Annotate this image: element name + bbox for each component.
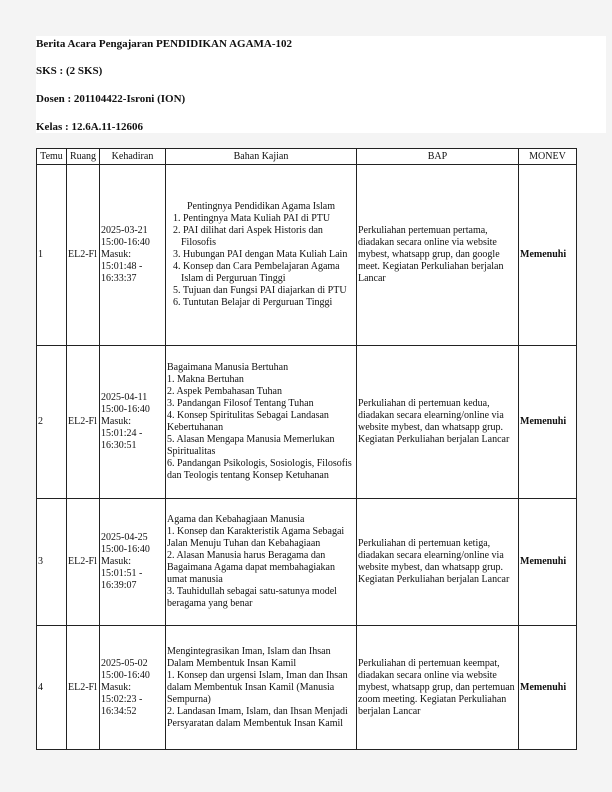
column-header-bahan-kajian: Bahan Kajian (166, 149, 357, 165)
column-header-kehadiran: Kehadiran (100, 149, 166, 165)
topic-item (167, 434, 355, 458)
cell-kehadiran (100, 165, 166, 346)
topic-item-text: 2. Alasan Manusia harus Beragama dan Bagaimana Agama dapat membahagiakan umat manusia (167, 550, 335, 585)
topic-title: Mengintegrasikan Iman, Islam dan Ihsan Dalam Membentuk Insan Kamil (167, 645, 331, 669)
kehadiran-line: 15:00-16:40 (101, 669, 150, 681)
topic-item-text: 4. Konsep Spiritulitas Sebagai Landasan Kebertuhanan (167, 410, 329, 433)
topic-item (167, 285, 355, 297)
kehadiran-line: 15:01:24 - (101, 428, 143, 439)
topic-item (167, 706, 355, 730)
topic-item (167, 225, 355, 249)
topic-item-text: 1. Konsep dan Karakteristik Agama Sebagai Jalan Menuju Tuhan dan Kebahagiaan (167, 526, 345, 549)
topic-item-number: 1. (173, 213, 181, 224)
topic-title: Pentingnya Pendidikan Agama Islam (186, 201, 336, 212)
kehadiran-line: 15:00-16:40 (101, 237, 150, 248)
cell-kehadiran (100, 499, 166, 626)
kehadiran-line: Masuk: (101, 681, 131, 693)
topic-item-text: 2. Aspek Pembahasan Tuhan (167, 386, 282, 397)
cell-bahan-kajian (166, 346, 357, 499)
cell-bahan-kajian (166, 626, 357, 750)
topic-item-number: 6. (173, 297, 181, 308)
topic-item (167, 386, 355, 398)
cell-bap: Perkuliahan pertemuan pertama, diadakan secara online via website mybest, whatsapp grup, dan google meet. Kegiatan Perkuliahan berjalan Lancar (357, 165, 519, 346)
kehadiran-line: 15:02:23 - (101, 693, 143, 705)
topic-item (167, 526, 355, 550)
cell-kehadiran (100, 346, 166, 499)
topic-item-number: 3. (173, 249, 181, 260)
report-header (36, 36, 606, 133)
kelas-label: Kelas : 12.6A.11-12606 (36, 121, 143, 133)
kehadiran-line: Masuk: (101, 556, 131, 567)
cell-bahan-kajian (166, 165, 357, 346)
table-row (37, 346, 577, 499)
topic-item (167, 670, 355, 706)
topic-item-text: 3. Pandangan Filosof Tentang Tuhan (167, 398, 314, 409)
topic-title: Agama dan Kebahagiaan Manusia (167, 514, 305, 525)
topic-item-text: PAI dilihat dari Aspek Historis dan Filosofis (181, 225, 323, 248)
topic-item-text: 6. Pandangan Psikologis, Sosiologis, Filosofis dan Teologis tentang Konsep Ketuhanan (167, 458, 352, 481)
column-header-temu: Temu (37, 149, 67, 165)
topic-item-text: Tuntutan Belajar di Perguruan Tinggi (182, 297, 333, 308)
cell-ruang: EL2-Fl (67, 499, 100, 626)
kehadiran-line: 15:01:51 - (101, 568, 143, 579)
kehadiran-line: 15:00-16:40 (101, 544, 150, 555)
kehadiran-line: 2025-04-11 (101, 392, 148, 403)
topic-item (167, 586, 355, 610)
topic-item-text: 2. Landasan Imam, Islam, dan Ihsan Menjadi Persyaratan dalam Membentuk Insan Kamil (167, 705, 348, 729)
cell-temu: 3 (37, 499, 67, 626)
cell-bap: Perkuliahan di pertemuan kedua, diadakan secara elearning/online via website mybest, dan whatsapp grup. Kegiatan Perkuliahan berjalan Lancar (357, 346, 519, 499)
cell-monev: Memenuhi (519, 499, 577, 626)
topic-item-text: Konsep dan Cara Pembelajaran Agama Islam di Perguruan Tinggi (181, 261, 340, 284)
topic-item-text: 5. Alasan Mengapa Manusia Memerlukan Spiritualitas (167, 434, 335, 457)
topic-item-number: 4. (173, 261, 181, 272)
topic-item (167, 550, 355, 586)
cell-monev: Memenuhi (519, 165, 577, 346)
topic-item-text: 1. Makna Bertuhan (167, 374, 244, 385)
topic-item (167, 458, 355, 482)
topic-item-number: 2. (173, 225, 181, 236)
cell-temu: 2 (37, 346, 67, 499)
dosen-label: Dosen : 201104422-Isroni (ION) (36, 93, 186, 105)
kehadiran-line: 2025-04-25 (101, 532, 148, 543)
cell-temu: 1 (37, 165, 67, 346)
cell-bap: Perkuliahan di pertemuan ketiga, diadakan secara elearning/online via website mybest, dan whatsapp grup. Kegiatan Perkuliahan berjalan Lancar (357, 499, 519, 626)
cell-ruang: EL2-Fl (67, 165, 100, 346)
kehadiran-line: 16:30:51 (101, 440, 137, 451)
cell-ruang: EL2-Fl (67, 346, 100, 499)
kehadiran-line: Masuk: (101, 249, 131, 260)
topic-item-text: Pentingnya Mata Kuliah PAI di PTU (183, 213, 331, 224)
kehadiran-line: 2025-05-02 (101, 657, 148, 669)
table-row (37, 499, 577, 626)
table-header-row (37, 149, 577, 165)
cell-monev: Memenuhi (519, 626, 577, 750)
topic-item-number: 5. (173, 285, 181, 296)
topic-item (167, 410, 355, 434)
table-row (37, 626, 577, 750)
column-header-monev: MONEV (519, 149, 577, 165)
report-title: Berita Acara Pengajaran PENDIDIKAN AGAMA-102 (36, 38, 293, 50)
kehadiran-line: 2025-03-21 (101, 225, 148, 236)
cell-ruang: EL2-Fl (67, 626, 100, 750)
column-header-ruang: Ruang (67, 149, 100, 165)
topic-item (167, 297, 355, 309)
cell-kehadiran (100, 626, 166, 750)
topic-item (167, 374, 355, 386)
cell-bap: Perkuliahan di pertemuan keempat, diadakan secara online via website mybest, whatsapp grup, dan pertemuan zoom meeting. Kegiatan Perkuliahan berjalan Lancar (357, 626, 519, 750)
cell-temu: 4 (37, 626, 67, 750)
topic-item (167, 249, 355, 261)
topic-item-text: Hubungan PAI dengan Mata Kuliah Lain (183, 249, 348, 260)
kehadiran-line: 16:34:52 (101, 705, 137, 717)
kehadiran-line: 15:01:48 - (101, 261, 143, 272)
cell-monev: Memenuhi (519, 346, 577, 499)
teaching-report-table (36, 148, 577, 750)
table-row (37, 165, 577, 346)
topic-item-text: 1. Konsep dan urgensi Islam, Iman dan Ihsan dalam Membentuk Insan Kamil (Manusia Sempurna) (167, 669, 348, 705)
kehadiran-line: Masuk: (101, 416, 131, 427)
column-header-bap: BAP (357, 149, 519, 165)
kehadiran-line: 16:39:07 (101, 580, 137, 591)
kehadiran-line: 16:33:37 (101, 273, 137, 284)
topic-item (167, 213, 355, 225)
kehadiran-line: 15:00-16:40 (101, 404, 150, 415)
topic-title: Bagaimana Manusia Bertuhan (167, 362, 289, 373)
topic-item-text: 3. Tauhidullah sebagai satu-satunya model beragama yang benar (167, 586, 337, 609)
sks-label: SKS : (2 SKS) (36, 65, 103, 77)
topic-item (167, 261, 355, 285)
topic-item (167, 398, 355, 410)
cell-bahan-kajian (166, 499, 357, 626)
topic-item-text: Tujuan dan Fungsi PAI diajarkan di PTU (182, 285, 347, 296)
